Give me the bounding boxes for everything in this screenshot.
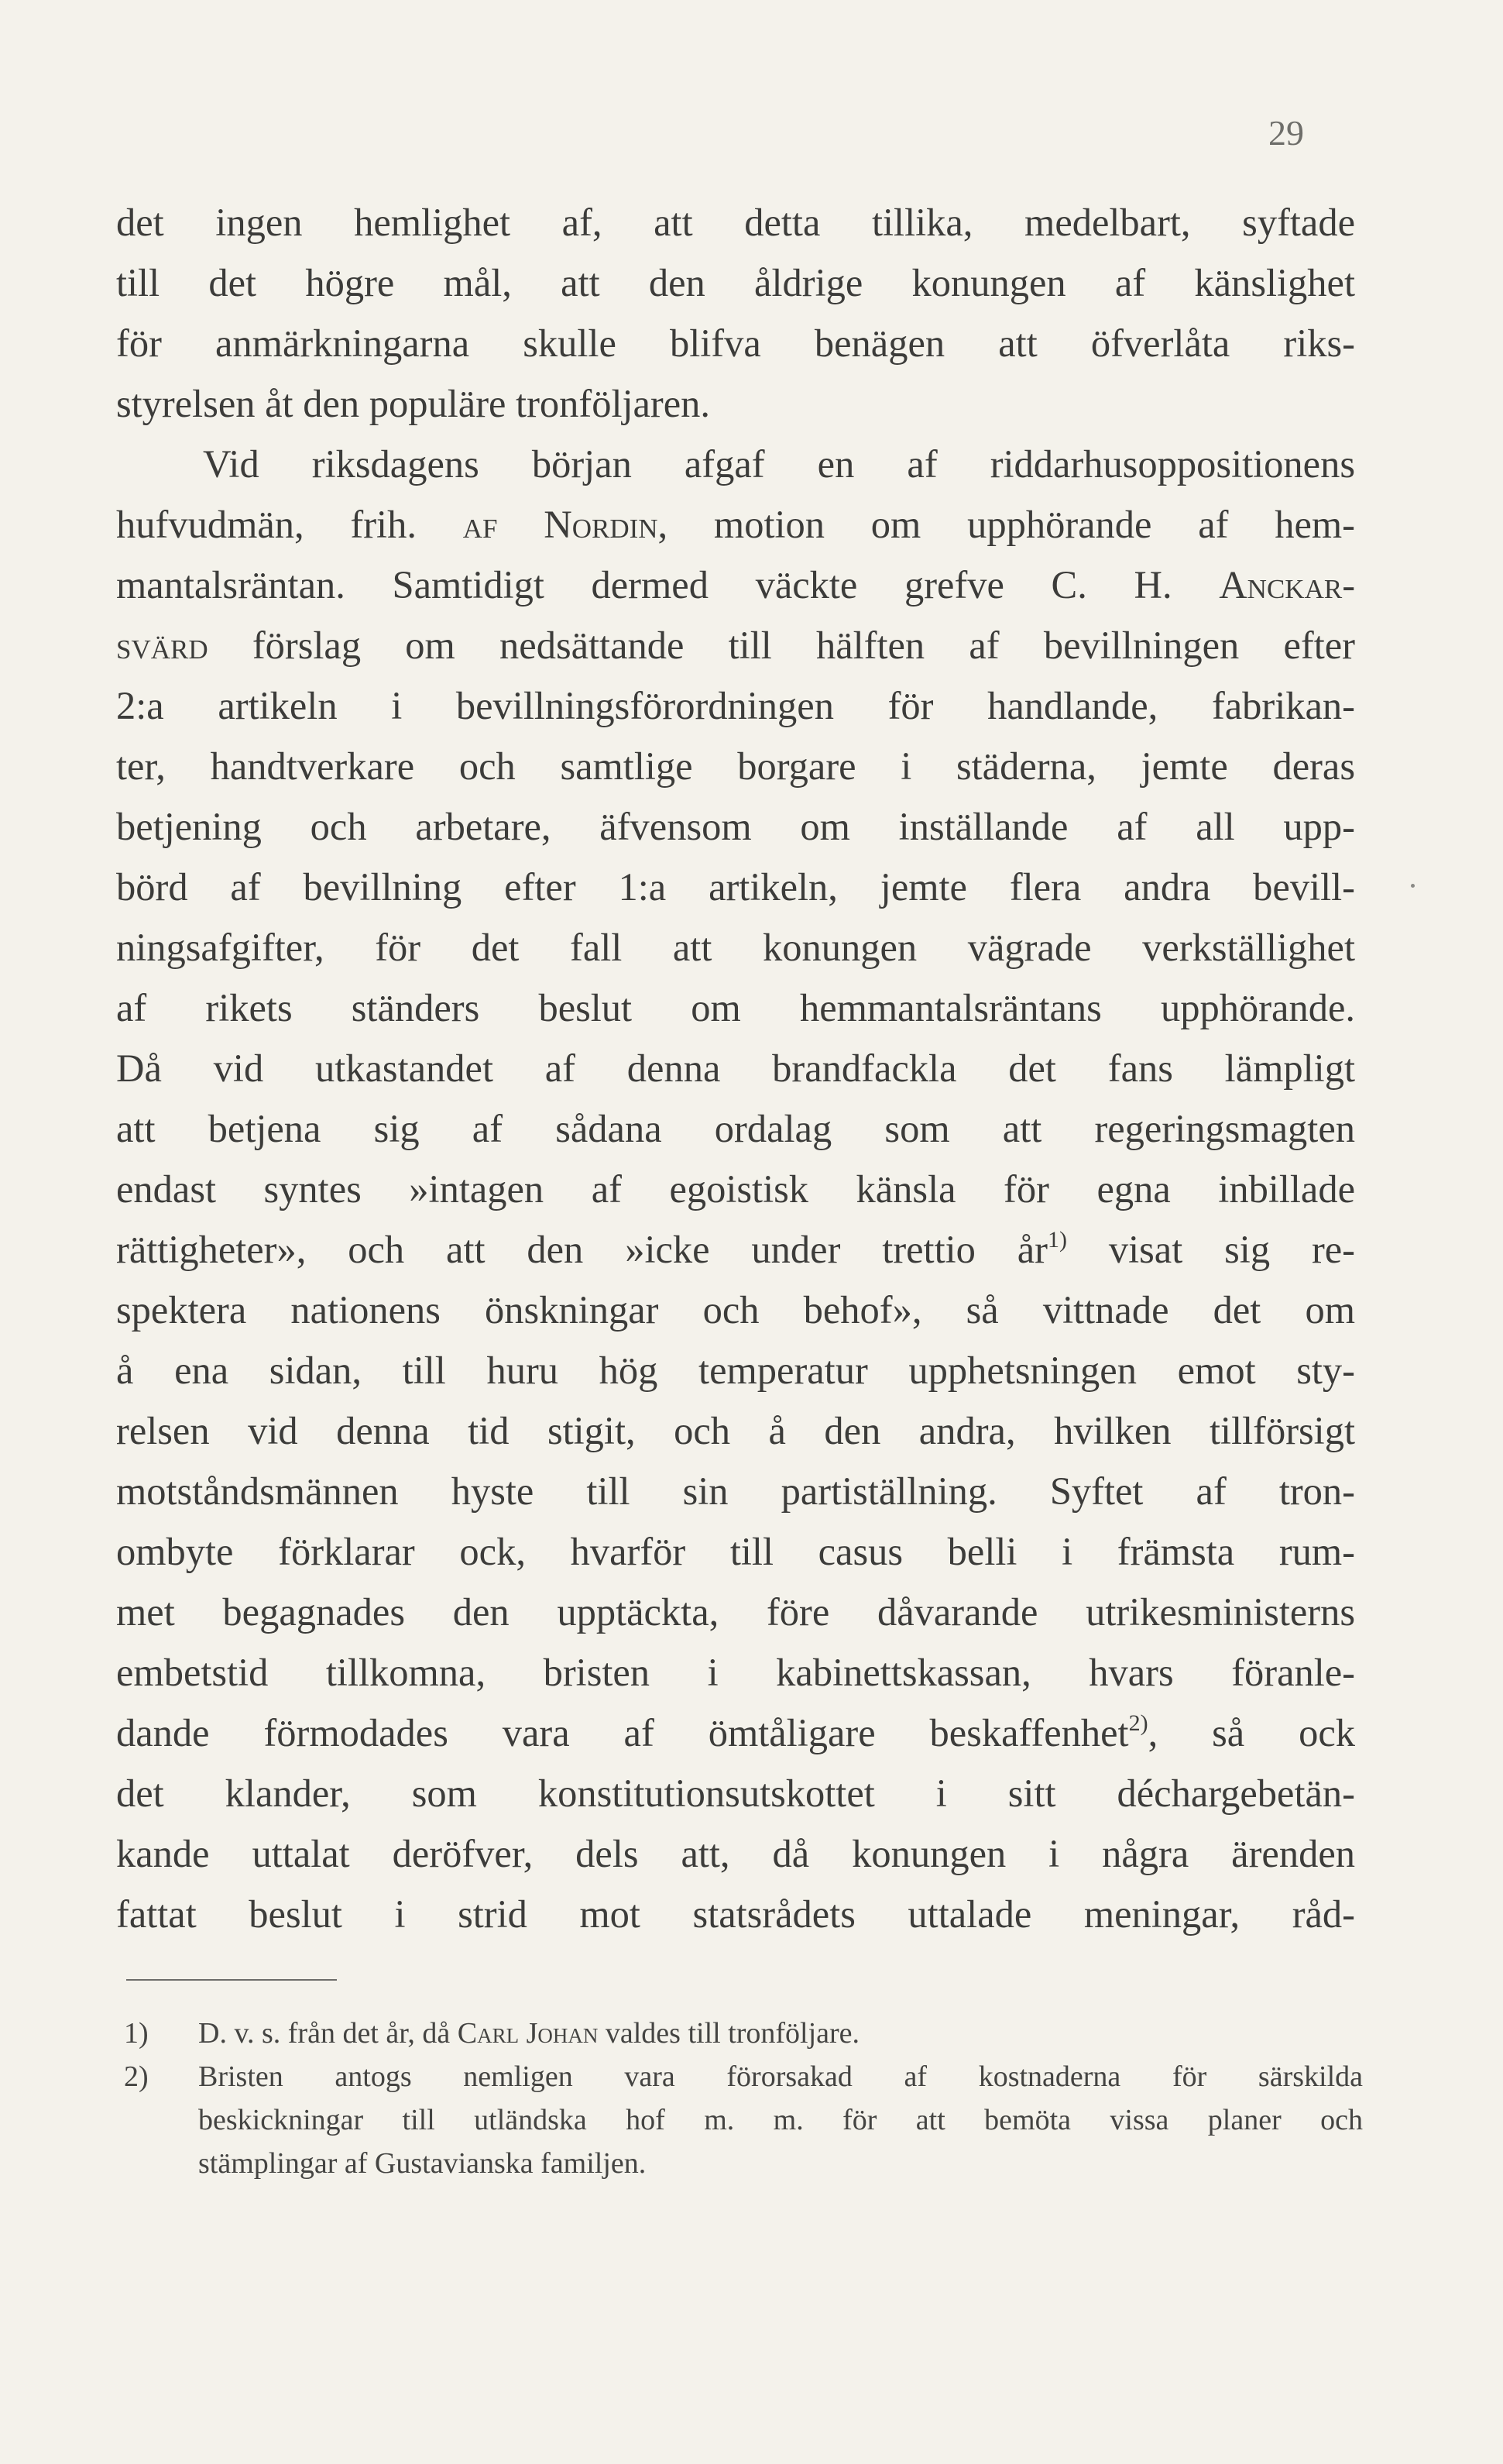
text-line: det ingen hemlighet af, att detta tillika, medelbart, syftade: [116, 201, 1355, 244]
text-line: Då vid utkastandet af denna brandfackla det fans lämpligt: [116, 1046, 1355, 1090]
text-line: hufvudmän, frih. af Nordin, motion om upphörande af hem-: [116, 503, 1355, 546]
text-line: rättigheter», och att den »icke under trettio $år^{1)}$ visat sig re-: [116, 1227, 1355, 1271]
page-number: 29: [1268, 113, 1304, 153]
text-line: met begagnades den upptäckta, före dåvarande utrikesministerns: [116, 1590, 1355, 1634]
text-line: embetstid tillkomna, bristen i kabinettskassan, hvars föranle-: [116, 1651, 1355, 1694]
text-line: ter, handtverkare och samtlige borgare i städerna, jemte deras: [116, 744, 1355, 788]
text-line: betjening och arbetare, äfvensom om inställande af all upp-: [116, 805, 1355, 848]
text-line: ombyte förklarar ock, hvarför till casus belli i främsta rum-: [116, 1530, 1355, 1573]
text-line: relsen vid denna tid stigit, och å den andra, hvilken tillförsigt: [116, 1409, 1355, 1452]
person-name: Carl Johan: [457, 2017, 599, 2050]
footnote-2: 2) Bristen antogs nemligen vara förorsakad af kostnaderna för särskilda: [124, 2055, 1363, 2098]
text-line: till det högre mål, att den åldrige konungen af känslighet: [116, 261, 1355, 304]
text-line: kande uttalat deröfver, dels att, då konungen i några ärenden: [116, 1832, 1355, 1875]
text-line: å ena sidan, till huru hög temperatur upphetsningen emot sty-: [116, 1349, 1355, 1392]
text-line: spektera nationens önskningar och behof», så vittnade det om: [116, 1288, 1355, 1332]
text-line: börd af bevillning efter 1:a artikeln, jemte flera andra bevill-: [116, 865, 1355, 909]
text-line: svärd förslag om nedsättande till hälften af bevillningen efter: [116, 624, 1355, 667]
person-name: Anckar-: [1219, 563, 1356, 607]
text-line: styrelsen åt den populäre tronföljaren.: [116, 382, 711, 425]
footnote-divider: [126, 1979, 337, 1981]
person-name: af Nordin: [462, 503, 658, 546]
footnotes: [124, 2012, 1363, 2185]
text-line: det klander, som konstitutionsutskottet i sitt déchargebetän-: [116, 1772, 1355, 1815]
text-line: 2:a artikeln i bevillningsförordningen för handlande, fabrikan-: [116, 684, 1355, 727]
text-line: fattat beslut i strid mot statsrådets uttalade meningar, råd-: [116, 1892, 1355, 1936]
footnote-1: 1) D. v. s. från det år, då Carl Johan valdes till tronföljare.: [124, 2012, 1363, 2055]
text-line: dande förmodades vara af ömtåligare beskaffenhet$^{2)}$, så ock: [116, 1710, 1355, 1754]
footnote-ref: 2): [1128, 1710, 1148, 1736]
footnote-ref: 1): [1048, 1227, 1067, 1253]
text-line: endast syntes »intagen af egoistisk känsla för egna inbillade: [116, 1167, 1355, 1211]
text-line: af rikets ständers beslut om hemmantalsräntans upphörande.: [116, 986, 1355, 1029]
text-line: för anmärkningarna skulle blifva benägen att öfverlåta riks-: [116, 321, 1355, 365]
body-text: [116, 192, 1355, 1944]
text-line: ningsafgifter, för det fall att konungen vägrade verkställighet: [116, 926, 1355, 969]
text-line: mantalsräntan. Samtidigt dermed väckte grefve C. H. Anckar-: [116, 563, 1356, 607]
text-line-paragraph-start: Vid riksdagens början afgaf en af riddarhusoppositionens: [203, 442, 1355, 486]
footnote-2-line: stämplingar af Gustavianska familjen.: [198, 2147, 647, 2180]
text-line: motståndsmännen hyste till sin partiställning. Syftet af tron-: [116, 1469, 1355, 1513]
footnote-2-line: beskickningar till utländska hof m. m. för att bemöta vissa planer och: [198, 2104, 1363, 2136]
footnote-marker: 2): [124, 2060, 149, 2093]
person-name: svärd: [116, 624, 208, 667]
margin-speck: [1411, 884, 1415, 888]
text-line: att betjena sig af sådana ordalag som att regeringsmagten: [116, 1107, 1355, 1150]
footnote-marker: 1): [124, 2017, 149, 2050]
